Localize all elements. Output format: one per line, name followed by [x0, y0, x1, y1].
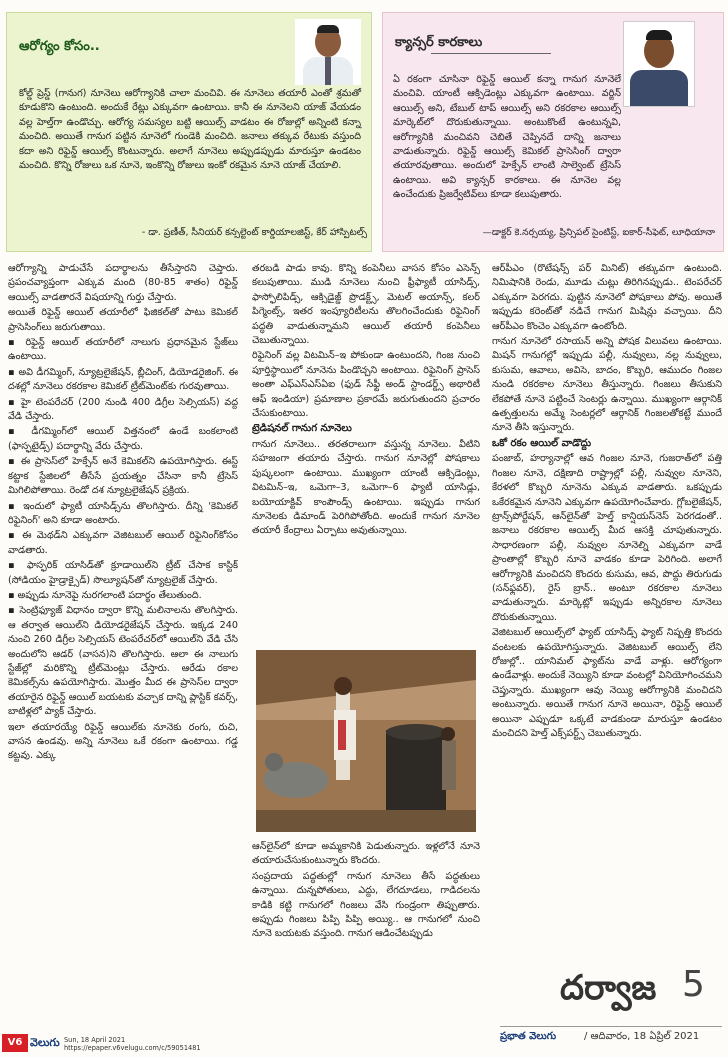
paragraph: గానుగ నూనెలు.. తరతరాలుగా వస్తున్న నూనెలు. వీటిని సహజంగా తయారు చేస్తారు. గానుగ నూనెల్లో పోషకాలు పుష్కలంగా ఉంటాయి. ముఖ్యంగా యాంటీ ఆక్సిడెంట్లు, విటమిన్–ఇ, ఒమెగా–3, ఒమెగా–6 ఫ్యాటీ యాసిడ్లు, బయోయాక్టివ్ కాంపౌండ్స్‌ ఉంటాయి. ఇప్పుడు గానుగ నూనెలకు డిమాండ్ పెరిగిపోతోంది. అందుకే గానుగ నూనెల తయారీ కేంద్రాలు ఏర్పాటు అవుతున్నాయి. — [252, 438, 480, 537]
issue-date: / ఆదివారం, 18 ఏప్రిల్ 2021 — [584, 1031, 700, 1042]
paper-name: ప్రభాత వెలుగు — [500, 1031, 557, 1042]
article-column-2-top — [252, 262, 480, 642]
bullet-item: ▪ అప్పుడు నూనెపై నురగలాంటి పదార్థం తేలుతుంది. — [8, 589, 238, 603]
watermark-url: https://epaper.v6velugu.com/c/59051481 — [64, 1044, 201, 1052]
article-column-1 — [8, 262, 238, 1048]
bullet-item: ▪ రిఫైన్డ్ ఆయిల్ తయారీలో నాలుగు ప్రధానమైన స్టేజ్‌లు ఉంటాయి. — [8, 336, 238, 365]
oil-mill-photo — [256, 650, 476, 832]
paragraph: తరబడి పాడు కావు. కొన్ని కంపెనీలు వాసన కోసం ఎసెన్స్ కలుపుతాయి. ముడి నూనెలు నుంచి ఫ్రీఫ్యాటీ యాసిడ్స్, ఫాస్ఫోలిపిడ్స్, ఆక్సిడైజ్డ్ ప్రొడక్ట్స్, మెటల్ అయాన్స్, కలర్ పిగ్మెంట్స్, ఇతర ఇంప్యూరిటీలను తొలగించేందుకు రిఫైనింగ్ పద్ధతి వాడుతున్నామని ఆయిల్ తయారీ కంపెనీలు చెబుతున్నాయి. — [252, 263, 480, 347]
title-rule — [431, 53, 551, 54]
bullet-item: ▪ సెంట్రిఫ్యూజ్ విధానం ద్వారా కొన్ని మలినాలను తొలగిస్తారు. ఆ తర్వాత ఆయిల్‌ని డియోడరైజేషన్ చేస్తారు. ఇక్కడ 240 నుంచి 260 డిగ్రీల సెల్సియస్ టెంపరేచర్‌లో ఆయిల్‌ని వేడి చేసి అందులోని ఆడర్ (వాసన)ని తొలగిస్తారు. ఆలా ఈ నాలుగు స్టేజ్‌ల్లో మరికొన్ని ట్రీట్‌మెంట్లు చేస్తారు. ఆరేడు రకాల కెమికల్స్‌ను ఉపయోగిస్తారు. మొత్తం మీద ఈ ప్రాసెస్‌ల ద్వారా తయారైన రిఫైన్డ్ ఆయిల్ బయటకు వచ్చాక దాన్ని ప్లాస్టిక్ కవర్స్, బాటిళ్లలో ప్యాక్ చేస్తారు. — [8, 604, 238, 719]
scientist-photo — [623, 21, 695, 107]
health-box-body: కోల్డ్ ప్రెస్డ్ (గానుగ) నూనెలు ఆరోగ్యానికి చాలా మంచివి. ఈ నూనెలు తయారీ ఎంతో శ్రమతో కూడుకొని ఉంటుంది. అందుకే రేట్లు ఎక్కువగా ఉంటాయి. కానీ ఈ నూనెలని యాజ్ వేయడం వల్ల హెల్త్‌గా ఉండొచ్చు. ఆరోగ్య సమస్యల బట్టి ఆయిల్స్ వాడటం ఈ రోజుల్లో అన్నింటి కన్నా మంచిది. అయితే గానుగ పట్టిన నూనెలో గుండెకి మంచిది. జనాలు తక్కువ రేటుకు వస్తుంది కదా అని రిఫైన్డ్ ఆయిల్స్ కొంటున్నారు. అలాగే నూనెలు అప్పుడప్పుడు మారుస్తూ ఉండటం మంచిది. కొన్ని రోజులు ఒక నూనె, ఇంకొన్ని రోజులు ఇంకో రకమైన నూనె యాజ్ చేయాలి. — [19, 88, 361, 172]
v6-logo-icon: V6 — [2, 1034, 28, 1052]
section-title: దర్వాజ — [560, 968, 657, 1008]
paragraph: ఆన్‌లైన్‌లో కూడా అమ్మకానికి పెడుతున్నారు. ఇళ్లలోనే నూనె తయారుచేసుకుంటున్నారు కొందరు. — [252, 841, 480, 867]
paragraph: ఆరోగ్యాన్ని పాడుచేసే పదార్థాలను తీసేస్తారని చెప్తారు. ప్రపంచవ్యాప్తంగా ఎక్కువ మంది (80-85 శాతం) రిఫైన్డ్ ఆయిల్స్ వాడతారనే విషయాన్ని గుర్తు చేస్తారు. — [8, 263, 238, 303]
paragraph: వెజిటబుల్ ఆయిల్స్‌లో ఫ్యాట్ యాసిడ్స్ ఫ్యాట్ నిష్పత్తి కొందరు వంటలకు ఉపయోగిస్తున్నారు. వెజిటబుల్ ఆయిల్స్ లేని రోజుల్లో.. యానిమల్ ఫ్యాట్‌ను వాడే వాళ్లు. ఆరోగ్యంగా ఉండేవాళ్లు. అందుకే నెయ్యిని కూడా వంటల్లో వినియోగించమని చెప్తున్నారు. ముఖ్యంగా ఆవు నెయ్యి ఆరోగ్యానికి మంచిదని అంటున్నారు. అయితే గానుగ నూనె అయినా, రిఫైన్డ్ ఆయిల్ అయినా ఎప్పుడూ ఒక్కటే వాడకుండా మారుస్తూ ఉండటం మంచిదని హెల్త్ ఎక్స్‌పర్ట్స్ చెబుతున్నారు. — [492, 627, 722, 739]
bullet-item: ▪ ఈ మెథడ్‌ని ఎక్కువగా వెజిటబుల్ ఆయిల్ రిఫైనింగ్‌కోసం వాడతారు. — [8, 529, 238, 558]
page-number: 5 — [682, 964, 705, 1005]
article-column-3 — [492, 262, 722, 960]
watermark-brand: వెలుగు — [30, 1036, 60, 1049]
doctor-photo — [295, 19, 361, 85]
paragraph: సంప్రదాయ పద్ధతుల్లో గానుగ నూనెలు తీసే పద్ధతులు ఉన్నాయి. దున్నపోతులు, ఎద్దు, లేగదూడలు, గాడిదలను కాడికి కట్టి గానుగలో గింజలు వేసి గుండ్రంగా తిప్పుతారు. అప్పుడు గింజలు పిప్పి పిప్పి అయ్యి.. ఆ గానుగలో నుంచి నూనె బయటకు వస్తుంది. గానుగ ఆడించేటప్పుడు — [252, 870, 480, 940]
article-column-2-bottom — [252, 840, 480, 1048]
bullet-item: ▪ ఈ ప్రాసెస్‌లో హెక్సేన్ అనే కెమికల్‌ని ఉపయోగిస్తారు. ఈస్ట్ కట్టాక స్టేజిలలో తీసేసే ప్రయత్నం చేసినా కానీ ట్రేసెస్ మిగిలిపోతాయి. రెండో దశ న్యూట్రలైజేషన్ ప్రక్రియ. — [8, 455, 238, 498]
health-box — [6, 12, 372, 252]
paragraph: పంజాబ్, హర్యానాల్లో ఆవ గింజల నూనె, గుజరాత్‌లో పత్తి గింజల నూనె, దక్షిణాది రాష్ట్రాల్లో పల్లీ, నువ్వుల నూనెని, కేరళలో కొబ్బరి నూనెను ఎక్కువ వాడతారు. ఒకప్పుడు ఒకేరకమైన నూనెని ఎక్కువగా ఉపయోగించేవారు. గ్లోబలైజేషన్, ట్రాన్స్‌పోర్టేషన్, ఆన్‌లైన్‌తో హెల్త్ కాన్షియస్‌నెస్ పెరగడంతో.. జనాలు రకరకాల ఆయిల్స్ మీద ఆసక్తి చూపుతున్నారు. సాధారణంగా పల్లీ, నువ్వుల నూనెల్ని ఎక్కువగా వాడే ప్రాంతాల్లో కొబ్బరి నూనె వాడకం కూడా పెరిగింది. అలాగే ఆరోగ్యానికి మంచిదని కొందరు కుసుమ, ఆవ, పొద్దు తిరుగుడు (సన్‌ఫ్లవర్), రైస్ బ్రాన్.. అంటూ రకరకాల నూనెలు వాడుతున్నారు. మార్కెట్లో ఇప్పుడు అన్నిరకాల నూనెలు దొరుకుతున్నాయి. — [492, 453, 722, 623]
health-box-title: ఆరోగ్యం కోసం.. — [19, 39, 100, 54]
paragraph: అయితే రిఫైన్డ్ ఆయిల్ తయారీలో ఫిజికల్‌తో పాటు కెమికల్ ప్రాసెసింగ్‌లు జరుగుతాయి. — [8, 307, 238, 333]
paragraph: ఆర్‌పీఎం (రొటేషన్స్ పర్ మినిట్) తక్కువగా ఉంటుంది. నిమిషానికి రెండు, మూడు చుట్లు తిరిగినప్పుడు.. టెంపరేచర్ ఎక్కువగా పెరగదు. పుట్టిన నూనెలో పోషకాలు పోవు. అయితే ఇప్పుడు కరెంట్‌తో నడిచే గానుగ మిషిన్లు వచ్చాయి. దీని ఆర్‌పీఎం కొంచెం ఎక్కువగా ఉంటోంది. — [492, 263, 722, 332]
bullet-item: ▪ హై టెంపరేచర్ (200 నుండి 400 డిగ్రీల సెల్సియస్) వద్ద వేడి చేస్తారు. — [8, 396, 238, 425]
watermark-text — [64, 1036, 201, 1052]
bullet-item: ▪ అవి డీగమ్మింగ్, న్యూట్రలైజేషన్, బ్లీచింగ్, డియోడరైజింగ్. ఈ దశల్లో నూనెలు రకరకాల కెమికల్ ట్రీట్‌మెంట్‌కు గురవుతాయి. — [8, 366, 238, 395]
subheading: ఒకో రకం ఆయిల్ వాడొద్దు — [492, 437, 592, 449]
bullet-item: ▪ డీగమ్మింగ్‌లో ఆయిల్ విత్తనంలో ఉండే బంకలాంటి (ఫాస్ఫటైడ్స్) పదార్థాన్ని వేరు చేస్తారు. — [8, 425, 238, 454]
paragraph: ఇలా తయారయ్యే రిఫైన్డ్ ఆయిల్‌కు నూనెకు రంగు, రుచి, వాసన ఉండవు. అన్ని నూనెలు ఒకే రకంగా ఉంటాయి. గడ్డ కట్టవు. ఎక్కు — [8, 721, 238, 762]
paragraph: రిఫైనింగ్ వల్ల విటమిన్–ఇ పోకుండా ఉంటుందని, గింజ నుంచి పూర్తిస్థాయిలో నూనెను పిండొచ్చని అంటాయి. రిఫైనింగ్ ప్రాసెస్ అంతా ఎఫ్ఎస్ఎస్ఏఐ (ఫుడ్ సేఫ్టీ అండ్ స్టాండర్డ్స్ అథారిటీ ఆఫ్ ఇండియా) ప్రమాణాల ప్రకారమే జరుగుతుందని ప్రచారం చేసుకుంటాయి. — [252, 350, 480, 420]
paragraph: గానుగ నూనెలో రసాయన్ అన్ని పోషక విలువలు ఉంటాయి. మిషన్ గానుగల్లో ఇప్పుడు పల్లీ, నువ్వులు, నల్ల నువ్వులు, కుసుమ, ఆవాలు, అవిసె, బాదం, కొబ్బరి, ఆముదం గింజల నుండి రకరకాల నూనెలు తీస్తున్నారు. గింజలు తీసుకుని లేకపోతే నూనె పట్టించే సెంటర్లు ఉన్నాయి. ముఖ్యంగా ఆర్గానిక్ ఉత్పత్తులను అమ్మే సెంటర్లలో ఆర్గానిక్ గింజలతోకట్టే ముందే నూనె తీసి ఇస్తున్నారు. — [492, 336, 722, 434]
health-box-signature: - డా. ప్రణీత్, సీనియర్ కన్సల్టెంట్ కార్డియాలజిస్ట్, కేర్ హాస్పిటల్స్ — [141, 227, 367, 238]
cancer-box-signature: —డాక్టర్ కె.నర్సయ్య, ప్రిన్సిపల్ సైంటిస్ట్, ఐకార్-సీఫెట్, లూధియానా — [482, 227, 715, 238]
bullet-item: ▪ ఇందులో ఫ్యాటీ యాసిడ్స్‌ను తొలగిస్తారు. దీన్ని 'కెమికల్ రిఫైనింగ్' అని కూడా అంటారు. — [8, 500, 238, 529]
watermark-date: Sun, 18 April 2021 — [64, 1036, 126, 1044]
cancer-box — [382, 12, 724, 252]
cancer-box-body: ఏ రకంగా చూసినా రిఫైన్డ్ ఆయిల్ కన్నా గానుగ నూనెలే మంచివి. యాంటీ ఆక్సిడెంట్లు ఎక్కువగా ఉంటాయి. వర్జిన్ ఆయిల్స్ అని, టేబుల్ టాప్ ఆయిల్స్ అని రకరకాల ఆయిల్స్ మార్కెట్‌లో దొరుకుతున్నాయి. అంటుకొంటే ఉంటున్నవి, ఆరోగ్యానికి మంచివని చెబితే చెప్పినదే దాన్ని జనాలు వాడుతున్నారు. రిఫైన్డ్ ఆయిల్స్ కెమికల్ ప్రాసెసింగ్ ద్వారా తయారవుతాయి. అందులో హెక్సేన్ లాంటి సాల్వెంట్ ట్రేసెస్ ఉంటాయి. అవి క్యాన్సర్ కారకాలు. ఈ నూనెల వల్ల ఉంచేందుకు ప్రిజర్వేటివ్‌లు కూడా కలుపుతారు. — [393, 74, 621, 201]
bullet-item: ▪ ఫాస్ఫరిక్ యాసిడ్‌తో క్రూడాయిల్‌ని ట్రీట్ చేసాక కాస్టిక్ (సోడియం హైడ్రాక్సైడ్) సొల్యూషన్‌తో న్యూట్రలైజ్ చేస్తారు. — [8, 559, 238, 588]
footer-rule — [500, 1026, 722, 1027]
subheading: ట్రెడిషనల్ గానుగ నూనెలు — [252, 423, 352, 435]
cancer-box-title: క్యాన్సర్ కారకాలు — [395, 35, 483, 50]
